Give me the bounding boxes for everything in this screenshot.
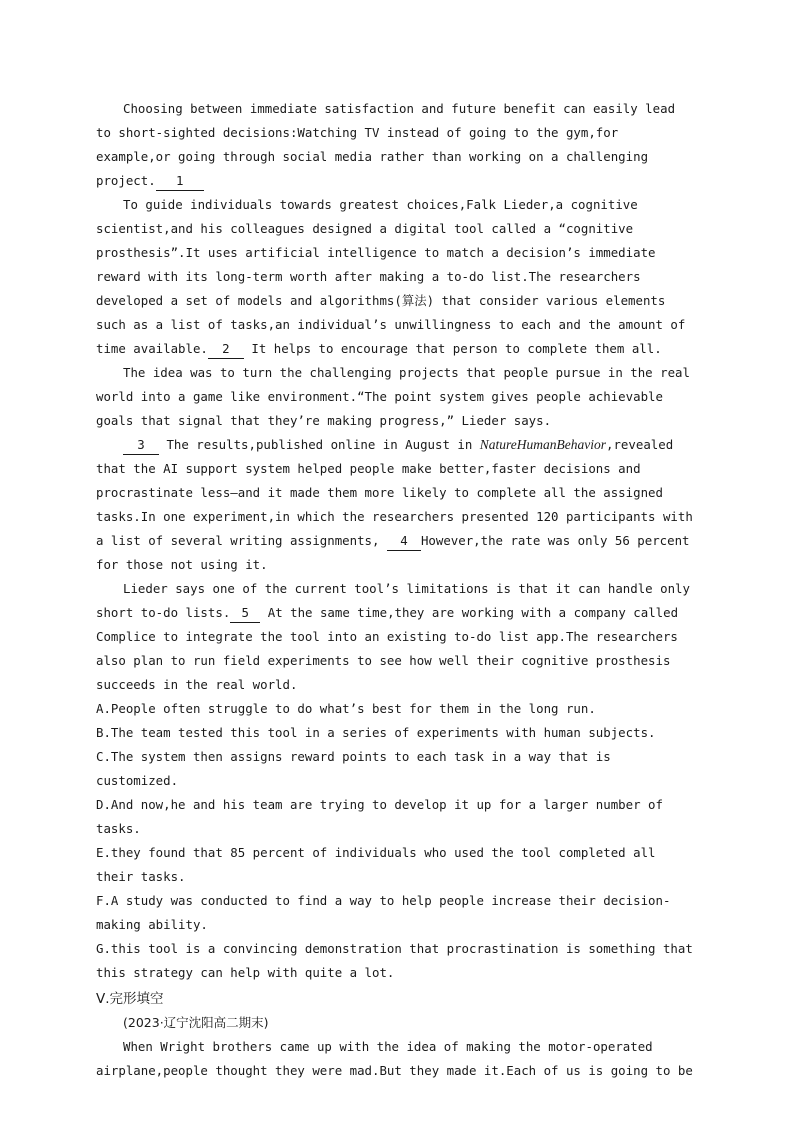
paragraph-1-text: Choosing between immediate satisfaction and future benefit can easily lead to short-sighted decisions:Watching TV instead of going to the gym,for example,or going through social media rather than working on a challenging project. [96,101,676,188]
journal-title: NatureHumanBehavior [479,437,607,452]
paragraph-5 [96,577,696,697]
options-list [96,697,696,985]
blank-2: 2 [208,340,244,359]
paragraph-3 [96,361,696,433]
paragraph-5-text-b: At the same time,they are working with a company called Complice to integrate the tool into an existing to-do list app.The researchers also plan to run field experiments to see how well their cognitive prosthesis succeeds in the real world. [96,605,679,692]
blank-4: 4 [387,532,421,551]
section-intro-paragraph: When Wright brothers came up with the idea of making the motor-operated airplane,people thought they were mad.But they made it.Each of us is going to be [96,1039,693,1078]
blank-3: 3 [123,436,159,455]
document-page [96,97,696,1083]
blank-5: 5 [230,604,260,623]
option-a: A.People often struggle to do what’s best for them in the long run. [96,701,596,716]
paragraph-5-text-a: Lieder says one of the current tool’s limitations is that it can handle only short to-do lists. [96,581,690,620]
section-source: (2023·辽宁沈阳高二期末) [123,1015,269,1030]
option-c: C.The system then assigns reward points to each task in a way that is customized. [96,749,611,788]
option-d: D.And now,he and his team are trying to develop it up for a larger number of tasks. [96,797,663,836]
option-g: G.this tool is a convincing demonstration that procrastination is something that this strategy can help with quite a lot. [96,941,693,980]
paragraph-1 [96,97,696,193]
paragraph-2 [96,193,696,361]
blank-1: 1 [156,172,204,191]
paragraph-2-text-a: To guide individuals towards greatest choices,Falk Lieder,a cognitive scientist,and his colleagues designed a digital tool called a “cognitive prosthesis”.It uses artificial intelligence to match a decision’s immediate reward with its long-term worth after making a to-do list.The researchers developed a set of models and algorithms(算法) that consider various elements such as a list of tasks,an individual’s unwillingness to each and the amount of time available. [96,197,686,356]
paragraph-4-text-c: However,the rate was only 56 percent for those not using it. [96,533,690,572]
paragraph-4-text-a: The results,published online in August in [159,437,480,452]
section-heading: Ⅴ.完形填空 [96,991,164,1007]
option-b: B.The team tested this tool in a series of experiments with human subjects. [96,725,656,740]
paragraph-2-text-b: It helps to encourage that person to complete them all. [243,341,662,356]
paragraph-4-text-b: ,revealed that the AI support system helped people make better,faster decisions and procrastinate less—and it made them more likely to complete all the assigned tasks.In one experiment,in which the researchers presented 120 participants with a list of several writing assignments, [96,437,693,548]
paragraph-3-text: The idea was to turn the challenging projects that people pursue in the real world into a game like environment.“The point system gives people achievable goals that signal that they’re making progress,” Lieder says. [96,365,690,428]
option-f: F.A study was conducted to find a way to help people increase their decision-making ability. [96,893,671,932]
option-e: E.they found that 85 percent of individuals who used the tool completed all their tasks. [96,845,656,884]
paragraph-4 [96,433,696,577]
